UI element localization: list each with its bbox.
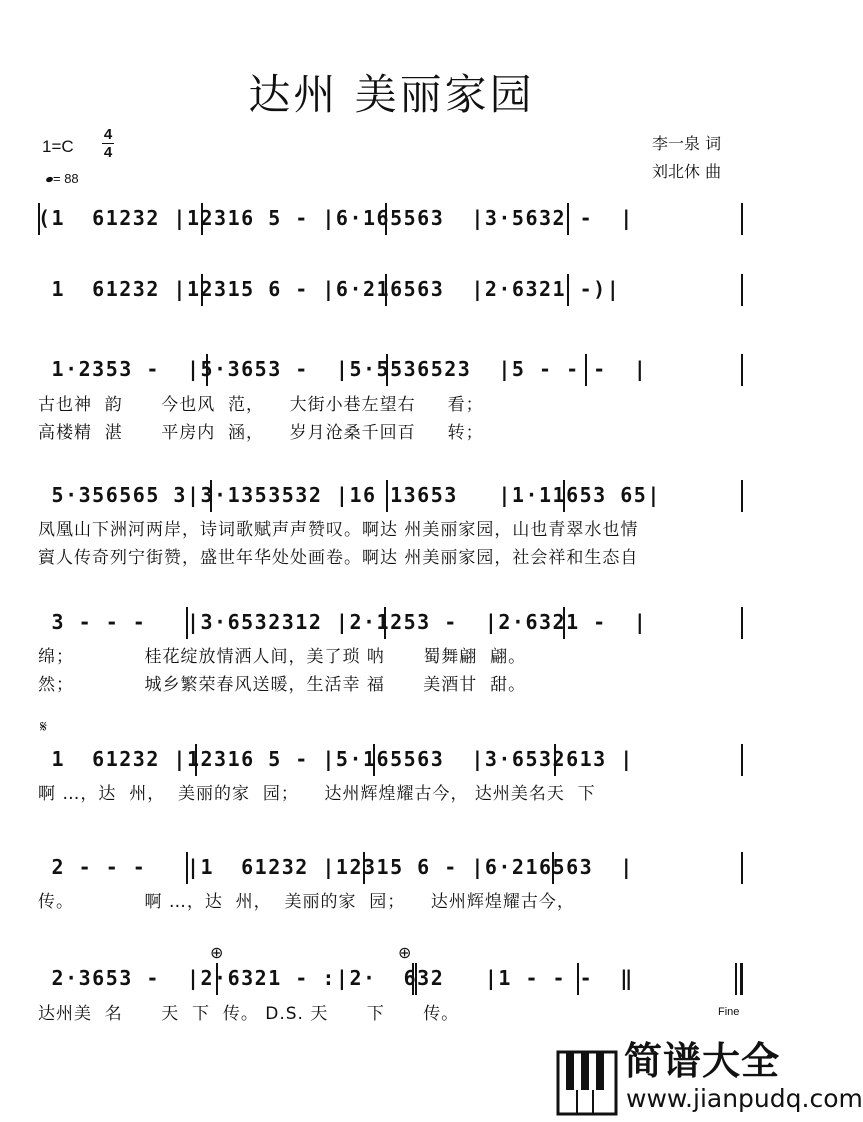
notation-line: 1 61232 |12316 5 - |5·165563 |3·6532613 | (38, 747, 634, 771)
tempo-mark (46, 171, 79, 186)
lyric-verse-2: 高楼精 湛 平房内 涵， 岁月沧桑千回百 转； (38, 423, 484, 443)
lyric-verse-2: 然； 城乡繁荣春风送暖，生活幸 福 美酒甘 甜。 (38, 675, 527, 695)
piano-keys-icon (556, 1028, 618, 1122)
lyric-verse-1: 凤凰山下洲河两岸，诗词歌赋声声赞叹。啊达 州美丽家园，山也青翠水也情 (38, 520, 639, 540)
segno-icon: 𝄋 (40, 717, 47, 736)
credits (652, 130, 721, 186)
tempo-value: = 88 (53, 171, 79, 186)
time-signature-top: 4 (103, 126, 113, 143)
notation-line: 1·2353 - |5·3653 - |5·5536523 |5 - - - | (38, 357, 648, 381)
key-signature: 1=C (42, 137, 74, 156)
notation-line: (1 61232 |12316 5 - |6·165563 |3·5632 - | (38, 206, 634, 230)
notation-line: 2·3653 - |2·6321 - :|2· 632 |1 - - - ‖ (38, 966, 634, 990)
lyric-verse-2: 賨人传奇列宁街赞，盛世年华处处画卷。啊达 州美丽家园，社会祥和生态自 (38, 548, 639, 568)
notation-line: 2 - - - |1 61232 |12315 6 - |6·216563 | (38, 855, 634, 879)
fine-mark: Fine (718, 1006, 740, 1018)
notation-line: 1 61232 |12315 6 - |6·216563 |2·6321 -)| (38, 277, 621, 301)
lyric-verse-1: 达州美 名 天 下 传。 D.S. 天 下 传。 (38, 1004, 460, 1024)
composer: 刘北休 曲 (652, 162, 722, 181)
watermark-logo (556, 1028, 863, 1122)
watermark-url: www.jianpudq.com (626, 1084, 863, 1113)
lyric-verse-1: 传。 啊 …，达 州， 美丽的家 园； 达州辉煌耀古今， (38, 892, 575, 912)
notation-line: 3 - - - |3·6532312 |2·1253 - |2·6321 - | (38, 610, 648, 634)
page-title: 达州 美丽家园 (248, 70, 535, 119)
lyric-verse-1: 啊 …，达 州， 美丽的家 园； 达州辉煌耀古今， 达州美名天 下 (38, 784, 596, 804)
notation-line: 5·356565 3|3·1353532 |16 13653 |1·11653 65| (38, 483, 661, 507)
time-signature-bottom: 4 (103, 144, 113, 161)
coda-icon: ⊕ (210, 943, 224, 962)
watermark-title: 简谱大全 (624, 1039, 781, 1083)
lyric-verse-1: 古也神 韵 今也风 范， 大街小巷左望右 看； (38, 395, 484, 415)
coda-icon: ⊕ (398, 943, 412, 962)
lyric-verse-1: 绵； 桂花绽放情洒人间，美了琐 呐 蜀舞翩 翩。 (38, 647, 527, 667)
time-signature (102, 126, 114, 161)
lyricist: 李一泉 词 (652, 134, 722, 153)
